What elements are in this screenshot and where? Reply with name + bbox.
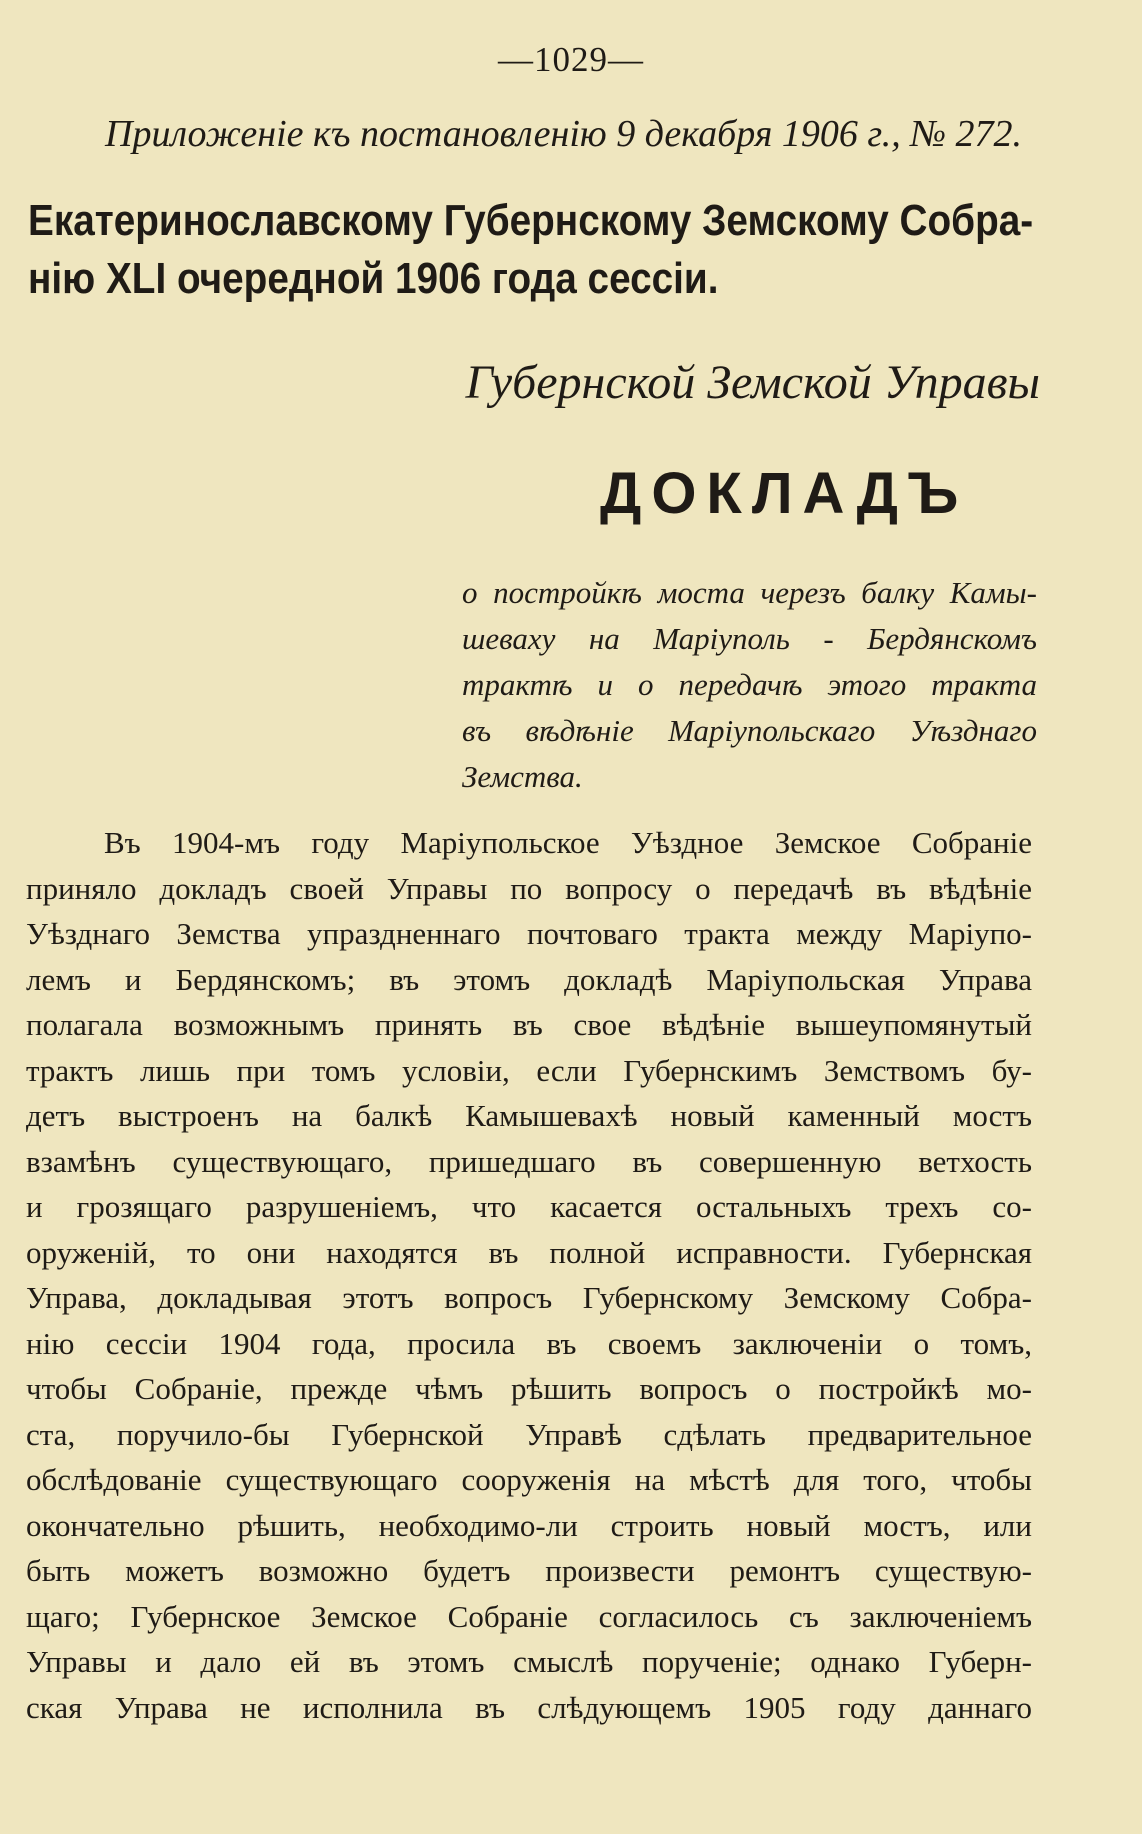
body-line: приняло докладъ своей Управы по вопросу о передачѣ въ вѣдѣнiе — [26, 870, 1032, 906]
body-line: оруженiй, то они находятся въ полной исправности. Губернская — [26, 1234, 1032, 1270]
report-subtitle — [462, 570, 1037, 800]
document-heading — [28, 192, 1040, 308]
body-line: Въ 1904-мъ году Марiупольское Уѣздное Земское Собранiе — [104, 825, 1032, 860]
body-line: Управы и дало ей въ этомъ смыслѣ порученiе; однако Губерн- — [26, 1644, 1032, 1679]
subtitle-line: трактѣ и о передачѣ этого тракта — [462, 667, 1037, 702]
subtitle-line: шеваху на Марiуполь - Бердянскомъ — [462, 621, 1037, 656]
body-line: детъ выстроенъ на балкѣ Камышевахѣ новый каменный мостъ — [26, 1098, 1032, 1133]
page-number: —1029— — [498, 40, 644, 79]
body-line: быть можетъ возможно будетъ произвести ремонтъ существую- — [26, 1553, 1032, 1588]
heading-line-1: Екатеринославскому Губернскому Земскому Собра- — [28, 196, 1034, 245]
body-line: чтобы Собранiе, прежде чѣмъ рѣшить вопросъ о постройкѣ мо- — [26, 1371, 1032, 1406]
board-name: Губернской Земской Управы — [465, 356, 1040, 409]
subtitle-line: о постройкѣ моста черезъ балку Камы- — [462, 575, 1037, 610]
appendix-line: Приложенiе къ постановленiю 9 декабря 1906 г., № 272. — [105, 113, 1023, 155]
body-text — [26, 820, 1032, 1730]
heading-line-2: нiю XLI очередной 1906 года сессiи. — [28, 254, 719, 303]
body-line: и грозящаго разрушенiемъ, что касается остальныхъ трехъ со- — [26, 1189, 1032, 1224]
subtitle-line: Земства. — [462, 759, 583, 794]
subtitle-line: въ вѣдѣнiе Марiупольскаго Уѣзднаго — [462, 713, 1037, 748]
body-line: окончательно рѣшить, необходимо-ли строить новый мостъ, или — [26, 1507, 1032, 1543]
body-line: лемъ и Бердянскомъ; въ этомъ докладѣ Марiупольская Управа — [26, 961, 1032, 997]
report-title: ДОКЛАДЪ — [600, 461, 969, 526]
body-line: обслѣдованiе существующаго сооруженiя на мѣстѣ для того, чтобы — [26, 1462, 1032, 1497]
body-line: нiю сессiи 1904 года, просила въ своемъ заключенiи о томъ, — [26, 1325, 1032, 1361]
body-line: щаго; Губернское Земское Собранiе согласилось съ заключенiемъ — [26, 1598, 1032, 1634]
body-line: Уѣзднаго Земства упраздненнаго почтоваго тракта между Марiупо- — [26, 916, 1032, 951]
body-line: Управа, докладывая этотъ вопросъ Губернскому Земскому Собра- — [26, 1280, 1032, 1315]
body-line: полагала возможнымъ принять въ свое вѣдѣнiе вышеупомянутый — [26, 1007, 1032, 1042]
body-line: ста, поручило-бы Губернской Управѣ сдѣлать предварительное — [26, 1416, 1032, 1452]
body-line: трактъ лишь при томъ условiи, если Губернскимъ Земствомъ бу- — [26, 1052, 1032, 1088]
body-line: ская Управа не исполнила въ слѣдующемъ 1905 году даннаго — [26, 1689, 1032, 1725]
body-line: взамѣнъ существующаго, пришедшаго въ совершенную ветхость — [26, 1143, 1032, 1179]
